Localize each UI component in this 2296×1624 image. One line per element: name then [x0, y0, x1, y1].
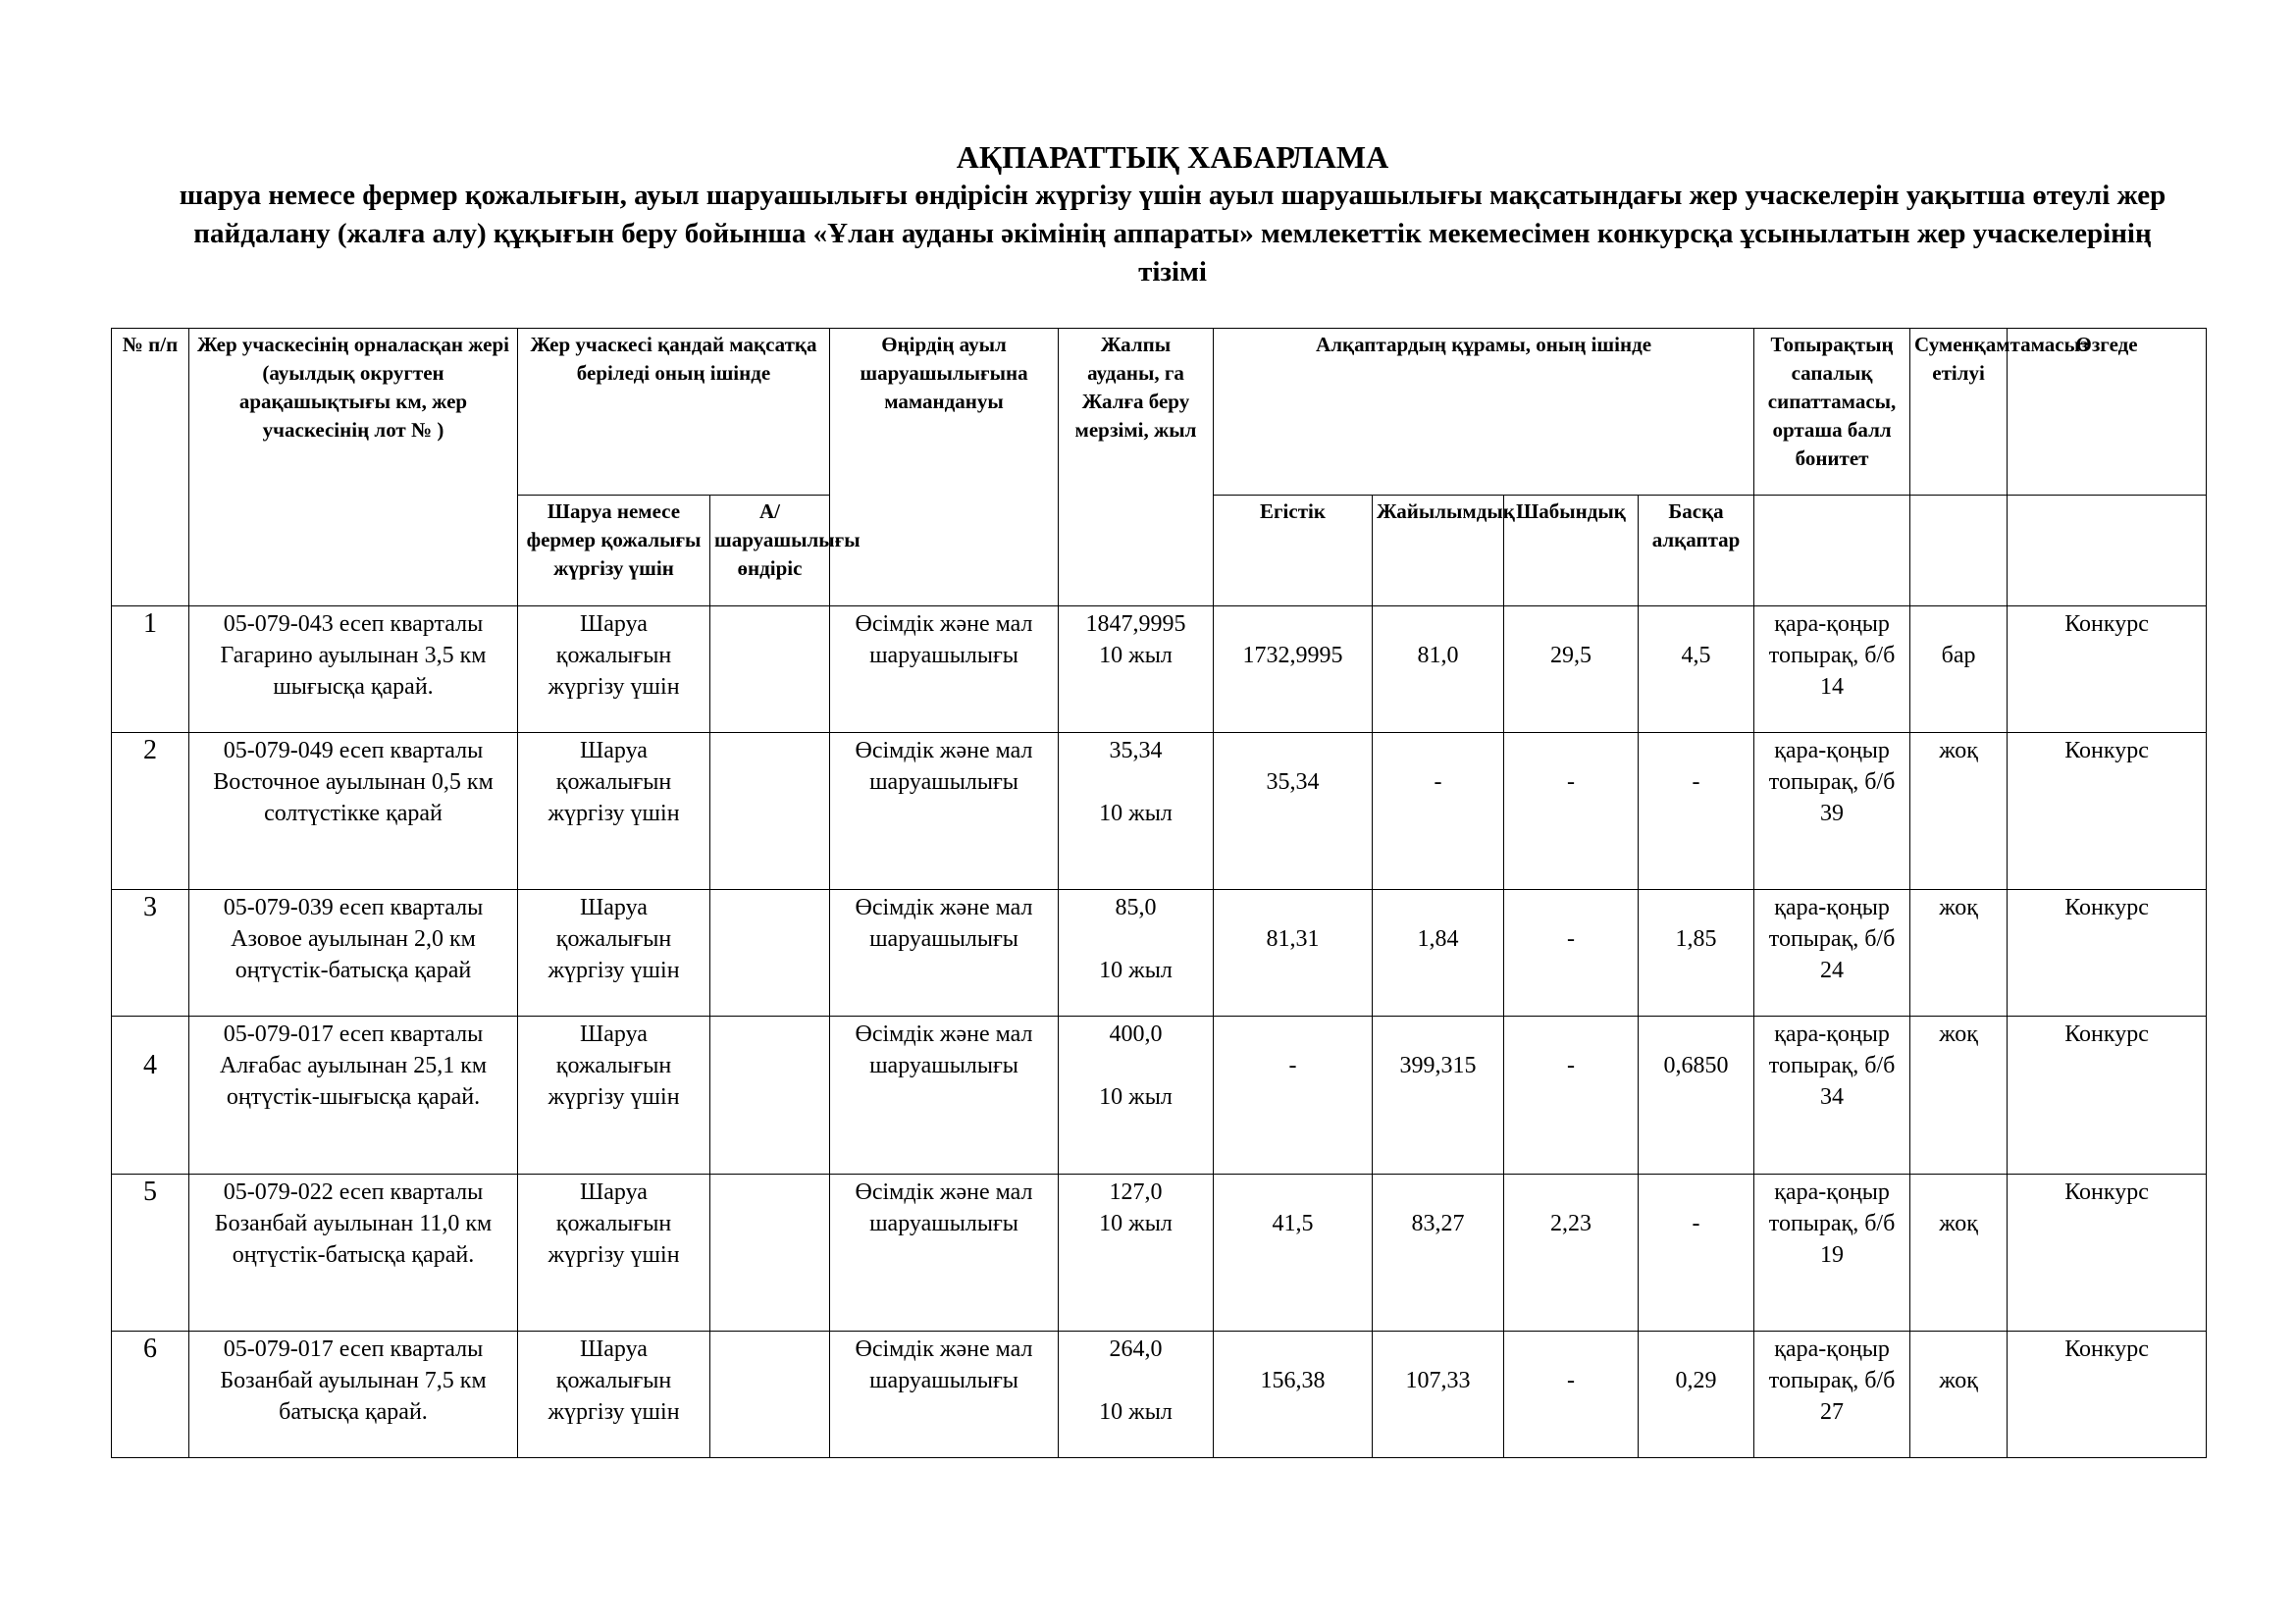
- cell-other-land: 1,85: [1639, 890, 1754, 1017]
- cell-purpose-farm: Шаруа қожалығын жүргізу үшін: [518, 890, 710, 1017]
- cell-hayfield: -: [1504, 733, 1639, 890]
- cell-pasture: 107,33: [1373, 1332, 1504, 1458]
- cell-specialization: Өсімдік және мал шаруашылығы: [830, 890, 1059, 1017]
- cell-hayfield: 29,5: [1504, 606, 1639, 733]
- cell-soil: қара-қоңыр топырақ, б/б 34: [1754, 1017, 1910, 1175]
- header-land-composition: Алқаптардың құрамы, оның ішінде: [1214, 329, 1754, 496]
- table-row: [112, 606, 2207, 733]
- cell-num: 5: [112, 1175, 189, 1332]
- cell-term: 10 жыл: [1099, 1084, 1173, 1110]
- cell-purpose-agri: [710, 890, 830, 1017]
- cell-other: Конкурс: [2008, 733, 2207, 890]
- cell-area-total: 264,0: [1109, 1336, 1163, 1362]
- header-other-land: Басқа алқаптар: [1639, 496, 1754, 606]
- cell-area-total: 400,0: [1109, 1022, 1163, 1047]
- cell-soil: қара-қоңыр топырақ, б/б 14: [1754, 606, 1910, 733]
- header-row: [112, 329, 2207, 496]
- cell-arable: 35,34: [1214, 733, 1373, 890]
- cell-soil: қара-қоңыр топырақ, б/б 19: [1754, 1175, 1910, 1332]
- cell-location: 05-079-017 есеп кварталы Бозанбай ауылынан 7,5 км батысқа қарай.: [189, 1332, 518, 1458]
- cell-area: [1059, 733, 1214, 890]
- cell-water: жоқ: [1910, 1017, 2008, 1175]
- cell-water: жоқ: [1910, 1175, 2008, 1332]
- table-row: [112, 1017, 2207, 1175]
- document-subtitle: шаруа немесе фермер қожалығын, ауыл шаруашылығы өндірісін жүргізу үшін ауыл шаруашылығы мақсатындағы жер учаскелерін уақытша өтеулі жер пайдалану (жалға алу) құқығын беру бойынша «Ұлан ауданы әкімінің аппараты» мемлекеттік мекемесімен конкурсқа ұсынылатын жер учаскелерінің тізімі: [179, 180, 2166, 288]
- cell-purpose-farm: Шаруа қожалығын жүргізу үшін: [518, 606, 710, 733]
- cell-area-total: 35,34: [1109, 738, 1163, 763]
- cell-other-land: -: [1639, 733, 1754, 890]
- cell-pasture: 399,315: [1373, 1017, 1504, 1175]
- cell-location: 05-079-022 есеп кварталы Бозанбай ауылынан 11,0 км оңтүстік-батысқа қарай.: [189, 1175, 518, 1332]
- cell-pasture: 81,0: [1373, 606, 1504, 733]
- cell-pasture: 83,27: [1373, 1175, 1504, 1332]
- cell-soil: қара-қоңыр топырақ, б/б 39: [1754, 733, 1910, 890]
- cell-hayfield: 2,23: [1504, 1175, 1639, 1332]
- cell-num: 3: [112, 890, 189, 1017]
- cell-num: 1: [112, 606, 189, 733]
- cell-hayfield: -: [1504, 890, 1639, 1017]
- cell-location: 05-079-049 есеп кварталы Восточное ауылынан 0,5 км солтүстікке қарай: [189, 733, 518, 890]
- cell-purpose-agri: [710, 1017, 830, 1175]
- table-row: [112, 733, 2207, 890]
- header-area: Жалпы ауданы, га Жалға беру мерзімі, жыл: [1059, 329, 1214, 606]
- cell-pasture: -: [1373, 733, 1504, 890]
- cell-pasture: 1,84: [1373, 890, 1504, 1017]
- table-body: [112, 606, 2207, 1458]
- land-plots-table: [111, 328, 2207, 1458]
- cell-term: 10 жыл: [1099, 1211, 1173, 1236]
- cell-num: 6: [112, 1332, 189, 1458]
- cell-specialization: Өсімдік және мал шаруашылығы: [830, 733, 1059, 890]
- cell-location: 05-079-043 есеп кварталы Гагарино ауылынан 3,5 км шығысқа қарай.: [189, 606, 518, 733]
- cell-term: 10 жыл: [1099, 958, 1173, 983]
- cell-purpose-farm: Шаруа қожалығын жүргізу үшін: [518, 733, 710, 890]
- table-row: [112, 890, 2207, 1017]
- cell-location: 05-079-017 есеп кварталы Алғабас ауылынан 25,1 км оңтүстік-шығысқа қарай.: [189, 1017, 518, 1175]
- cell-other: Конкурс: [2008, 606, 2207, 733]
- cell-hayfield: -: [1504, 1017, 1639, 1175]
- header-purpose: Жер учаскесі қандай мақсатқа беріледі оның ішінде: [518, 329, 830, 496]
- cell-purpose-agri: [710, 606, 830, 733]
- cell-area: [1059, 890, 1214, 1017]
- header-purpose-farm: Шаруа немесе фермер қожалығы жүргізу үшін: [518, 496, 710, 606]
- cell-arable: 81,31: [1214, 890, 1373, 1017]
- cell-location: 05-079-039 есеп кварталы Азовое ауылынан 2,0 км оңтүстік-батысқа қарай: [189, 890, 518, 1017]
- cell-other-land: 0,29: [1639, 1332, 1754, 1458]
- cell-arable: 156,38: [1214, 1332, 1373, 1458]
- cell-term: 10 жыл: [1099, 1399, 1173, 1425]
- cell-specialization: Өсімдік және мал шаруашылығы: [830, 606, 1059, 733]
- header-location: Жер учаскесінің орналасқан жері (ауылдық округтен арақашықтығы км, жер учаскесінің лот № ): [189, 329, 518, 606]
- header-hayfield: Шабындық: [1504, 496, 1639, 606]
- cell-hayfield: -: [1504, 1332, 1639, 1458]
- header-arable: Егістік: [1214, 496, 1373, 606]
- cell-purpose-agri: [710, 1332, 830, 1458]
- cell-arable: -: [1214, 1017, 1373, 1175]
- cell-specialization: Өсімдік және мал шаруашылығы: [830, 1175, 1059, 1332]
- header-water: Суменқамтамасыз етілуі: [1910, 329, 2008, 496]
- header-pasture: Жайылымдық: [1373, 496, 1504, 606]
- document-header: [147, 137, 2198, 291]
- header-soil-empty: [1754, 496, 1910, 606]
- cell-purpose-farm: Шаруа қожалығын жүргізу үшін: [518, 1332, 710, 1458]
- table-row: [112, 1175, 2207, 1332]
- cell-specialization: Өсімдік және мал шаруашылығы: [830, 1017, 1059, 1175]
- cell-other: Конкурс: [2008, 890, 2207, 1017]
- cell-arable: 1732,9995: [1214, 606, 1373, 733]
- cell-specialization: Өсімдік және мал шаруашылығы: [830, 1332, 1059, 1458]
- cell-area-total: 1847,9995: [1085, 611, 1186, 637]
- cell-soil: қара-қоңыр топырақ, б/б 27: [1754, 1332, 1910, 1458]
- cell-water: бар: [1910, 606, 2008, 733]
- cell-term: 10 жыл: [1099, 801, 1173, 826]
- cell-term: 10 жыл: [1099, 643, 1173, 668]
- cell-arable: 41,5: [1214, 1175, 1373, 1332]
- cell-soil: қара-қоңыр топырақ, б/б 24: [1754, 890, 1910, 1017]
- cell-num: 4: [112, 1017, 189, 1175]
- cell-other-land: 4,5: [1639, 606, 1754, 733]
- cell-purpose-farm: Шаруа қожалығын жүргізу үшін: [518, 1175, 710, 1332]
- cell-other-land: 0,6850: [1639, 1017, 1754, 1175]
- cell-area: [1059, 1175, 1214, 1332]
- cell-other-land: -: [1639, 1175, 1754, 1332]
- header-num: № п/п: [112, 329, 189, 606]
- cell-purpose-agri: [710, 733, 830, 890]
- cell-area: [1059, 1017, 1214, 1175]
- table-header: [112, 329, 2207, 606]
- cell-area-total: 127,0: [1109, 1179, 1163, 1205]
- cell-other: Конкурс: [2008, 1175, 2207, 1332]
- cell-area-total: 85,0: [1115, 895, 1157, 920]
- cell-water: жоқ: [1910, 1332, 2008, 1458]
- cell-other: Конкурс: [2008, 1332, 2207, 1458]
- document-title: АҚПАРАТТЫҚ ХАБАРЛАМА: [956, 139, 1389, 175]
- header-other: Өзгеде: [2008, 329, 2207, 496]
- cell-num: 2: [112, 733, 189, 890]
- cell-area: [1059, 1332, 1214, 1458]
- header-specialization: Өңірдің ауыл шаруашылығына мамандануы: [830, 329, 1059, 606]
- table-row: [112, 1332, 2207, 1458]
- cell-purpose-farm: Шаруа қожалығын жүргізу үшін: [518, 1017, 710, 1175]
- header-soil: Топырақтың сапалық сипаттамасы, орташа балл бонитет: [1754, 329, 1910, 496]
- header-purpose-agri: А/шаруашылығы өндіріс: [710, 496, 830, 606]
- cell-water: жоқ: [1910, 890, 2008, 1017]
- header-other-empty: [2008, 496, 2207, 606]
- cell-other: Конкурс: [2008, 1017, 2207, 1175]
- header-water-empty: [1910, 496, 2008, 606]
- cell-purpose-agri: [710, 1175, 830, 1332]
- cell-water: жоқ: [1910, 733, 2008, 890]
- cell-area: [1059, 606, 1214, 733]
